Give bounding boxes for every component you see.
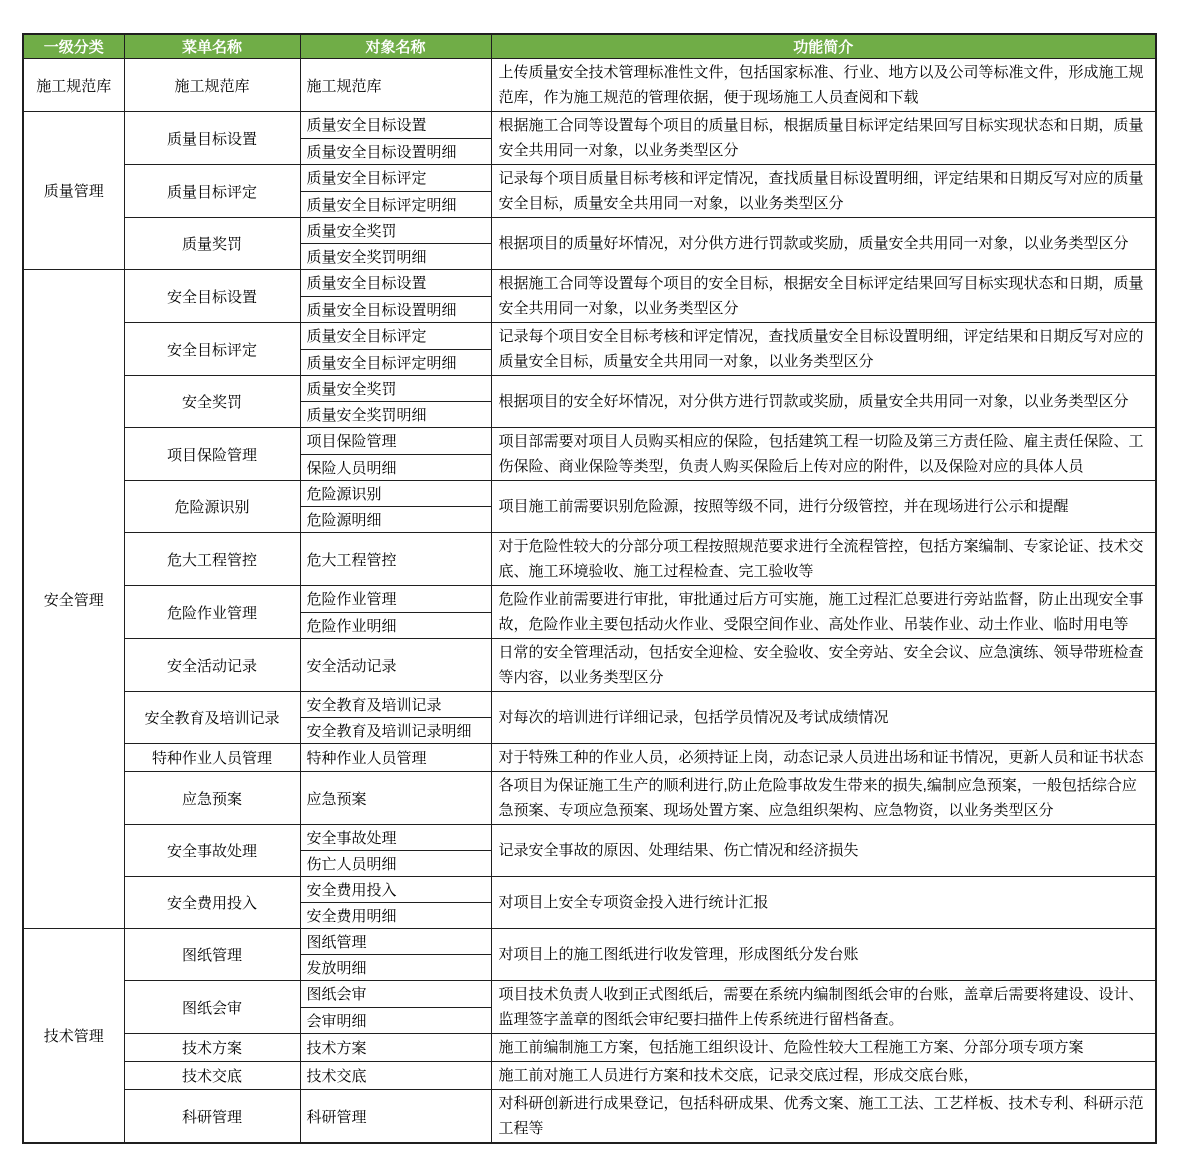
- description-cell: 项目部需要对项目人员购买相应的保险，包括建筑工程一切险及第三方责任险、雇主责任保险、工伤保险、商业保险等类型，负责人购买保险后上传对应的附件，以及保险对应的具体人员: [491, 428, 1156, 481]
- object-cell: 伤亡人员明细: [300, 851, 491, 877]
- object-cell: 质量安全奖罚明细: [300, 244, 491, 270]
- table-row: [23, 218, 1156, 244]
- description-cell: 记录每个项目质量目标考核和评定情况，查找质量目标设置明细，评定结果和日期反写对应的质量安全目标，质量安全共用同一对象，以业务类型区分: [491, 165, 1156, 218]
- object-cell: 技术交底: [300, 1062, 491, 1090]
- object-cell: 特种作业人员管理: [300, 744, 491, 772]
- column-header-description: 功能简介: [491, 34, 1156, 59]
- table-row: [23, 376, 1156, 402]
- object-cell: 质量安全目标设置: [300, 112, 491, 139]
- description-cell: 危险作业前需要进行审批，审批通过后方可实施，施工过程汇总要进行旁站监督，防止出现安全事故，危险作业主要包括动火作业、受限空间作业、高处作业、吊装作业、动土作业、临时用电等: [491, 586, 1156, 639]
- object-cell: 安全费用投入: [300, 877, 491, 903]
- object-cell: 科研管理: [300, 1090, 491, 1144]
- object-cell: 危大工程管控: [300, 533, 491, 586]
- object-cell: 质量安全目标评定明细: [300, 191, 491, 218]
- table-row: [23, 929, 1156, 955]
- menu-cell: 项目保险管理: [124, 428, 300, 481]
- object-cell: 危险源明细: [300, 507, 491, 533]
- column-header-object: 对象名称: [300, 34, 491, 59]
- object-cell: 质量安全目标设置明细: [300, 138, 491, 165]
- table-row: [23, 59, 1156, 112]
- object-cell: 安全费用明细: [300, 903, 491, 929]
- column-header-menu: 菜单名称: [124, 34, 300, 59]
- table-row: [23, 533, 1156, 586]
- table-row: [23, 877, 1156, 903]
- table-row: [23, 165, 1156, 192]
- menu-cell: 安全事故处理: [124, 825, 300, 877]
- object-cell: 会审明细: [300, 1007, 491, 1034]
- table-row: [23, 428, 1156, 455]
- column-header-category: 一级分类: [23, 34, 124, 59]
- table-row: [23, 270, 1156, 297]
- object-cell: 图纸管理: [300, 929, 491, 955]
- menu-cell: 安全教育及培训记录: [124, 692, 300, 744]
- description-cell: 施工前编制施工方案，包括施工组织设计、危险性较大工程施工方案、分部分项专项方案: [491, 1034, 1156, 1062]
- menu-cell: 图纸管理: [124, 929, 300, 981]
- description-cell: 对科研创新进行成果登记，包括科研成果、优秀文案、施工工法、工艺样板、技术专利、科研示范工程等: [491, 1090, 1156, 1144]
- table-row: [23, 744, 1156, 772]
- object-cell: 图纸会审: [300, 981, 491, 1008]
- menu-cell: 科研管理: [124, 1090, 300, 1144]
- object-cell: 应急预案: [300, 772, 491, 825]
- table-row: [23, 639, 1156, 692]
- menu-cell: 质量目标评定: [124, 165, 300, 218]
- table-row: [23, 772, 1156, 825]
- object-cell: 安全事故处理: [300, 825, 491, 851]
- description-cell: 根据项目的质量好坏情况，对分供方进行罚款或奖励，质量安全共用同一对象，以业务类型区分: [491, 218, 1156, 270]
- table-row: [23, 825, 1156, 851]
- feature-table: [22, 33, 1157, 1144]
- object-cell: 质量安全目标评定: [300, 165, 491, 192]
- category-cell: 技术管理: [23, 929, 124, 1144]
- object-cell: 安全活动记录: [300, 639, 491, 692]
- description-cell: 对于特殊工种的作业人员，必须持证上岗，动态记录人员进出场和证书情况，更新人员和证书状态: [491, 744, 1156, 772]
- menu-cell: 危大工程管控: [124, 533, 300, 586]
- table-row: [23, 692, 1156, 718]
- category-cell: 质量管理: [23, 112, 124, 270]
- menu-cell: 图纸会审: [124, 981, 300, 1034]
- menu-cell: 安全活动记录: [124, 639, 300, 692]
- object-cell: 安全教育及培训记录明细: [300, 718, 491, 744]
- object-cell: 项目保险管理: [300, 428, 491, 455]
- table-body: [23, 59, 1156, 1144]
- menu-cell: 安全奖罚: [124, 376, 300, 428]
- object-cell: 施工规范库: [300, 59, 491, 112]
- header-row: [23, 34, 1156, 59]
- description-cell: 对于危险性较大的分部分项工程按照规范要求进行全流程管控，包括方案编制、专家论证、技术交底、施工环境验收、施工过程检查、完工验收等: [491, 533, 1156, 586]
- description-cell: 记录每个项目安全目标考核和评定情况，查找质量安全目标设置明细，评定结果和日期反写对应的质量安全目标，质量安全共用同一对象，以业务类型区分: [491, 323, 1156, 376]
- menu-cell: 安全目标设置: [124, 270, 300, 323]
- menu-cell: 特种作业人员管理: [124, 744, 300, 772]
- menu-cell: 应急预案: [124, 772, 300, 825]
- description-cell: 项目施工前需要识别危险源，按照等级不同，进行分级管控，并在现场进行公示和提醒: [491, 481, 1156, 533]
- menu-cell: 技术交底: [124, 1062, 300, 1090]
- object-cell: 质量安全目标评定明细: [300, 349, 491, 376]
- description-cell: 日常的安全管理活动，包括安全迎检、安全验收、安全旁站、安全会议、应急演练、领导带班检查等内容，以业务类型区分: [491, 639, 1156, 692]
- object-cell: 质量安全奖罚明细: [300, 402, 491, 428]
- menu-cell: 危险源识别: [124, 481, 300, 533]
- menu-cell: 安全目标评定: [124, 323, 300, 376]
- object-cell: 危险作业管理: [300, 586, 491, 613]
- table-row: [23, 1090, 1156, 1144]
- table-row: [23, 1034, 1156, 1062]
- description-cell: 上传质量安全技术管理标准性文件，包括国家标准、行业、地方以及公司等标准文件，形成施工规范库，作为施工规范的管理依据，便于现场施工人员查阅和下载: [491, 59, 1156, 112]
- menu-cell: 质量奖罚: [124, 218, 300, 270]
- description-cell: 对每次的培训进行详细记录，包括学员情况及考试成绩情况: [491, 692, 1156, 744]
- object-cell: 质量安全目标评定: [300, 323, 491, 350]
- object-cell: 技术方案: [300, 1034, 491, 1062]
- object-cell: 质量安全目标设置: [300, 270, 491, 297]
- object-cell: 质量安全奖罚: [300, 218, 491, 244]
- description-cell: 根据施工合同等设置每个项目的安全目标，根据安全目标评定结果回写目标实现状态和日期，质量安全共用同一对象，以业务类型区分: [491, 270, 1156, 323]
- object-cell: 危险源识别: [300, 481, 491, 507]
- menu-cell: 技术方案: [124, 1034, 300, 1062]
- menu-cell: 质量目标设置: [124, 112, 300, 165]
- table-row: [23, 112, 1156, 139]
- menu-cell: 安全费用投入: [124, 877, 300, 929]
- object-cell: 危险作业明细: [300, 612, 491, 639]
- description-cell: 施工前对施工人员进行方案和技术交底，记录交底过程，形成交底台账，: [491, 1062, 1156, 1090]
- object-cell: 发放明细: [300, 955, 491, 981]
- object-cell: 保险人员明细: [300, 454, 491, 481]
- table-row: [23, 323, 1156, 350]
- description-cell: 对项目上安全专项资金投入进行统计汇报: [491, 877, 1156, 929]
- table-row: [23, 481, 1156, 507]
- description-cell: 各项目为保证施工生产的顺利进行,防止危险事故发生带来的损失,编制应急预案，一般包括综合应急预案、专项应急预案、现场处置方案、应急组织架构、应急物资，以业务类型区分: [491, 772, 1156, 825]
- object-cell: 质量安全奖罚: [300, 376, 491, 402]
- menu-cell: 危险作业管理: [124, 586, 300, 639]
- description-cell: 记录安全事故的原因、处理结果、伤亡情况和经济损失: [491, 825, 1156, 877]
- object-cell: 安全教育及培训记录: [300, 692, 491, 718]
- description-cell: 根据项目的安全好坏情况，对分供方进行罚款或奖励，质量安全共用同一对象，以业务类型区分: [491, 376, 1156, 428]
- description-cell: 对项目上的施工图纸进行收发管理，形成图纸分发台账: [491, 929, 1156, 981]
- table-row: [23, 1062, 1156, 1090]
- category-cell: 安全管理: [23, 270, 124, 929]
- description-cell: 根据施工合同等设置每个项目的质量目标，根据质量目标评定结果回写目标实现状态和日期，质量安全共用同一对象，以业务类型区分: [491, 112, 1156, 165]
- table-row: [23, 981, 1156, 1008]
- object-cell: 质量安全目标设置明细: [300, 296, 491, 323]
- menu-cell: 施工规范库: [124, 59, 300, 112]
- table-row: [23, 586, 1156, 613]
- description-cell: 项目技术负责人收到正式图纸后，需要在系统内编制图纸会审的台账，盖章后需要将建设、设计、监理签字盖章的图纸会审纪要扫描件上传系统进行留档备查。: [491, 981, 1156, 1034]
- category-cell: 施工规范库: [23, 59, 124, 112]
